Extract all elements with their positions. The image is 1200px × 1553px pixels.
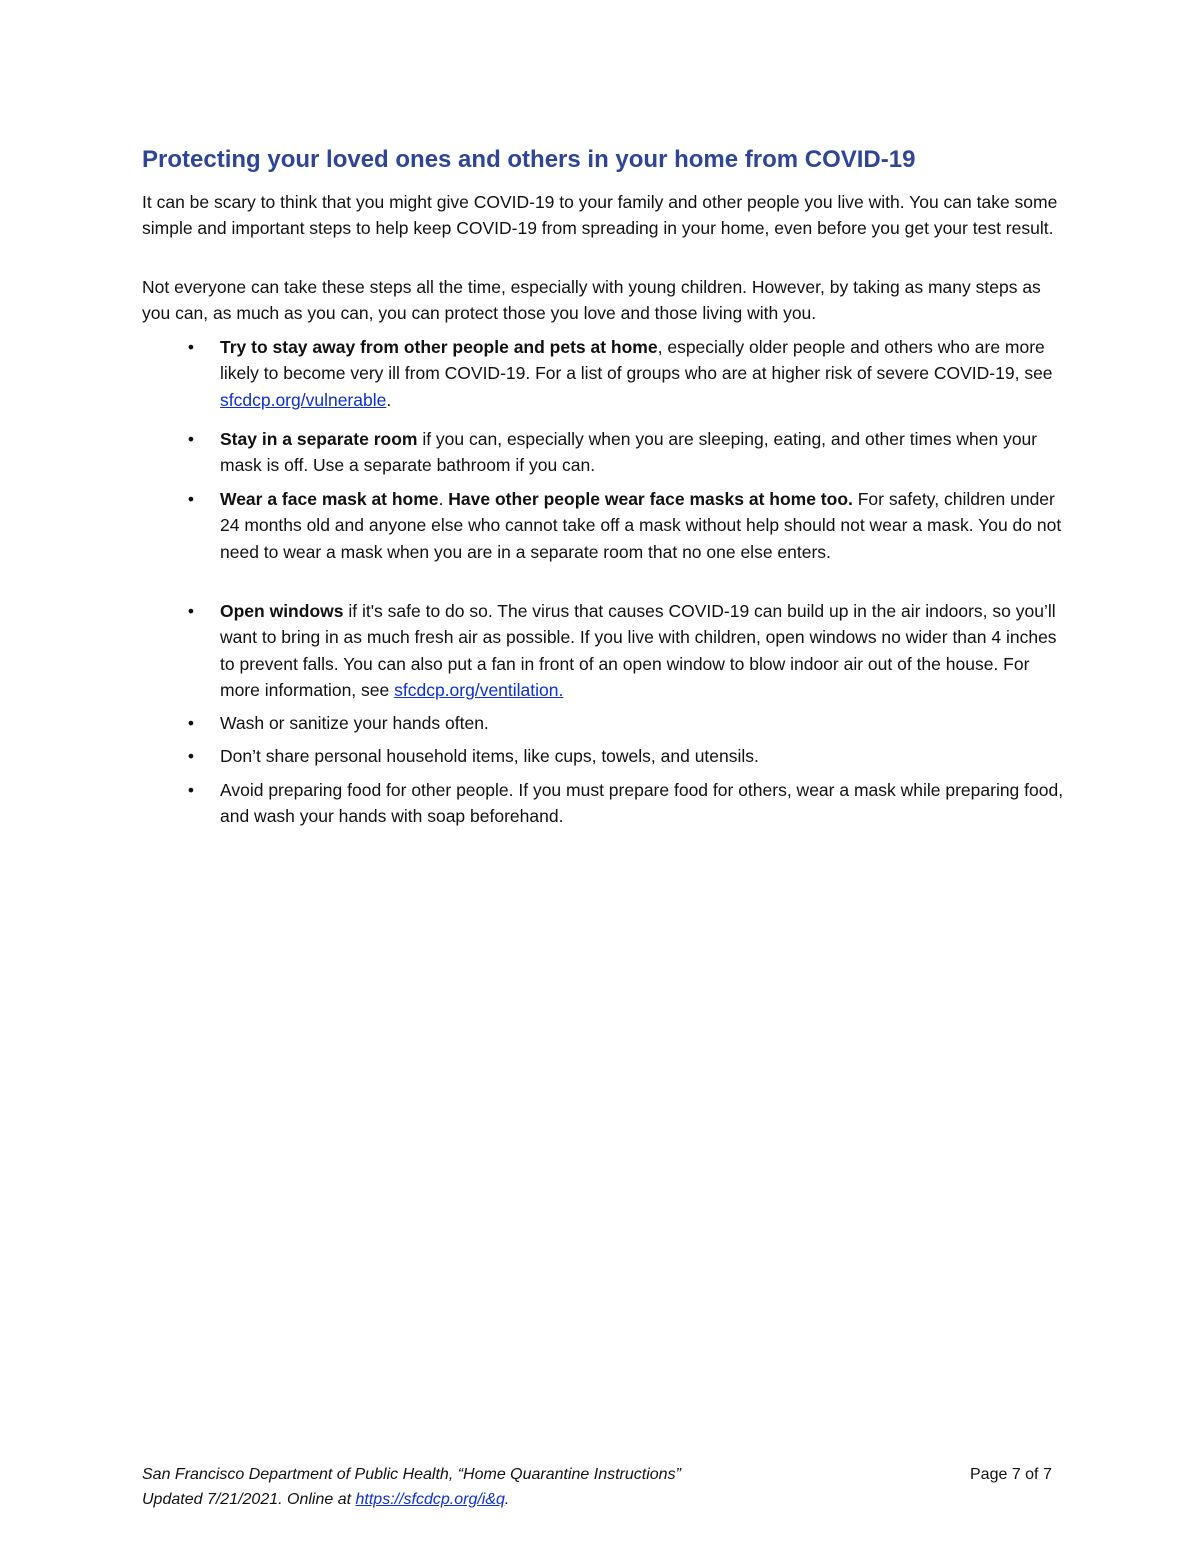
footer-period: . xyxy=(504,1491,510,1508)
footer-updated-text: Updated 7/21/2021. Online at xyxy=(142,1491,356,1508)
bullet-icon: • xyxy=(187,429,195,449)
step-text: For safety, children under 24 months old and anyone else who cannot take off a mask without help should not wear a mask. You do not need to wear a mask when you are in a separate room that no one else enters. xyxy=(220,489,1062,562)
step-text: Don’t share personal household items, like cups, towels, and utensils. xyxy=(220,746,759,766)
bullet-icon: • xyxy=(187,489,195,509)
step-text: if it's safe to do so. The virus that causes COVID-19 can build up in the air indoors, so you’ll want to bring in as much fresh air as possible. If you live with children, open windows no wider than 4 inches to prevent falls. You can also put a fan in front of an open window to blow indoor air out of the house. For more information, see xyxy=(220,601,1057,701)
intro-paragraph-1: It can be scary to think that you might give COVID-19 to your family and other people you live with. You can take some simple and important steps to help keep COVID-19 from spreading in your home, even before you get your test result. xyxy=(142,192,1058,239)
footer-line-1: San Francisco Department of Public Health, “Home Quarantine Instructions” xyxy=(142,1466,681,1483)
page-title: Protecting your loved ones and others in your home from COVID-19 xyxy=(142,146,916,173)
intro-paragraph-2: Not everyone can take these steps all the time, especially with young children. However, by taking as many steps as you can, as much as you can, you can protect those you love and those living with you. xyxy=(142,277,1041,324)
step-heading: Wear a face mask at home xyxy=(220,489,439,509)
list-item xyxy=(187,743,1065,769)
page-number: Page 7 of 7 xyxy=(970,1466,1052,1483)
list-item xyxy=(187,710,1065,736)
footer-link[interactable]: https://sfcdcp.org/i&q xyxy=(355,1491,505,1508)
step-heading: Try to stay away from other people and pets at home xyxy=(220,337,658,357)
bullet-icon: • xyxy=(187,601,195,621)
step-text: Wash or sanitize your hands often. xyxy=(220,713,489,733)
bullet-icon: • xyxy=(187,780,195,800)
bullet-icon: • xyxy=(187,713,195,733)
list-item xyxy=(187,598,1065,704)
step-text-end: . xyxy=(386,389,392,410)
bullet-icon: • xyxy=(187,337,195,357)
vulnerable-link[interactable]: sfcdcp.org/vulnerable xyxy=(220,389,387,410)
list-item xyxy=(187,426,1065,479)
footer-citation xyxy=(142,1462,842,1512)
list-item xyxy=(187,486,1065,565)
ventilation-link[interactable]: sfcdcp.org/ventilation. xyxy=(394,680,564,701)
step-separator: . xyxy=(438,489,449,509)
bullet-icon: • xyxy=(187,746,195,766)
step-text: if you can, especially when you are sleeping, eating, and other times when your mask is off. Use a separate bathroom if you can. xyxy=(220,429,1038,476)
list-item xyxy=(187,334,1065,413)
step-text: , especially older people and others who are more likely to become very ill from COVID-19. For a list of groups who are at higher risk of severe COVID-19, see xyxy=(220,337,1053,384)
step-heading: Open windows xyxy=(220,601,344,621)
footer-line-2 xyxy=(142,1487,842,1512)
step-text: Avoid preparing food for other people. If you must prepare food for others, wear a mask while preparing food, and wash your hands with soap beforehand. xyxy=(220,780,1064,827)
step-heading: Stay in a separate room xyxy=(220,429,418,449)
list-item xyxy=(187,777,1065,830)
step-heading-2: Have other people wear face masks at home too. xyxy=(448,489,853,509)
